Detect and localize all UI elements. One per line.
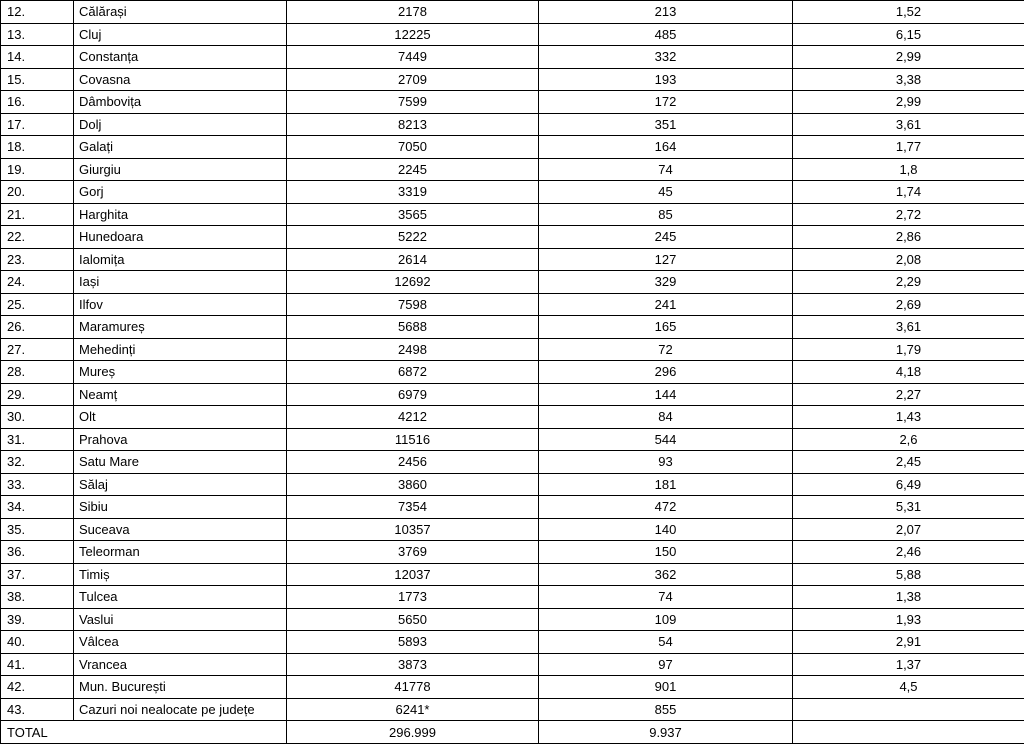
county-name-cell: Iași (74, 271, 287, 294)
table-row (1, 68, 1024, 91)
rate-cell: 1,43 (793, 406, 1024, 429)
table-row (1, 563, 1024, 586)
table-row (1, 136, 1024, 159)
rate-cell: 2,07 (793, 518, 1024, 541)
rate-cell: 2,46 (793, 541, 1024, 564)
cases-cell: 12692 (287, 271, 539, 294)
new-cases-cell: 144 (539, 383, 793, 406)
county-name-cell: Sălaj (74, 473, 287, 496)
county-name-cell: Sibiu (74, 496, 287, 519)
row-number-cell: 21. (1, 203, 74, 226)
new-cases-cell: 181 (539, 473, 793, 496)
rate-cell: 2,99 (793, 46, 1024, 69)
row-number-cell: 30. (1, 406, 74, 429)
cases-cell: 2498 (287, 338, 539, 361)
cases-cell: 5222 (287, 226, 539, 249)
new-cases-cell: 74 (539, 586, 793, 609)
new-cases-cell: 245 (539, 226, 793, 249)
rate-cell: 1,37 (793, 653, 1024, 676)
county-name-cell: Mun. București (74, 676, 287, 699)
rate-cell: 2,99 (793, 91, 1024, 114)
row-number-cell: 27. (1, 338, 74, 361)
new-cases-cell: 472 (539, 496, 793, 519)
county-name-cell: Gorj (74, 181, 287, 204)
table-row (1, 203, 1024, 226)
row-number-cell: 18. (1, 136, 74, 159)
new-cases-cell: 165 (539, 316, 793, 339)
cases-cell: 12225 (287, 23, 539, 46)
new-cases-cell: 45 (539, 181, 793, 204)
table-row (1, 631, 1024, 654)
new-cases-cell: 140 (539, 518, 793, 541)
table-row (1, 653, 1024, 676)
rate-cell: 3,61 (793, 316, 1024, 339)
cases-cell: 6979 (287, 383, 539, 406)
table-row (1, 158, 1024, 181)
cases-cell: 3319 (287, 181, 539, 204)
row-number-cell: 38. (1, 586, 74, 609)
row-number-cell: 32. (1, 451, 74, 474)
row-number-cell: 28. (1, 361, 74, 384)
row-number-cell: 24. (1, 271, 74, 294)
new-cases-cell: 241 (539, 293, 793, 316)
rate-cell: 4,18 (793, 361, 1024, 384)
county-name-cell: Vaslui (74, 608, 287, 631)
new-cases-cell: 329 (539, 271, 793, 294)
row-number-cell: 35. (1, 518, 74, 541)
table-row (1, 496, 1024, 519)
new-cases-cell: 172 (539, 91, 793, 114)
total-rate-cell (793, 721, 1024, 744)
cases-cell: 5650 (287, 608, 539, 631)
cases-cell: 2456 (287, 451, 539, 474)
county-name-cell: Teleorman (74, 541, 287, 564)
new-cases-cell: 901 (539, 676, 793, 699)
county-name-cell: Dolj (74, 113, 287, 136)
table-row (1, 113, 1024, 136)
rate-cell: 6,49 (793, 473, 1024, 496)
rate-cell: 5,88 (793, 563, 1024, 586)
cases-cell: 2614 (287, 248, 539, 271)
cases-cell: 5893 (287, 631, 539, 654)
row-number-cell: 15. (1, 68, 74, 91)
new-cases-cell: 84 (539, 406, 793, 429)
new-cases-cell: 164 (539, 136, 793, 159)
rate-cell: 3,61 (793, 113, 1024, 136)
cases-cell: 7599 (287, 91, 539, 114)
new-cases-cell: 351 (539, 113, 793, 136)
row-number-cell: 17. (1, 113, 74, 136)
row-number-cell: 14. (1, 46, 74, 69)
cases-cell: 4212 (287, 406, 539, 429)
rate-cell: 1,8 (793, 158, 1024, 181)
county-name-cell: Constanța (74, 46, 287, 69)
county-name-cell: Olt (74, 406, 287, 429)
table-row (1, 23, 1024, 46)
total-new-cases-cell: 9.937 (539, 721, 793, 744)
row-number-cell: 20. (1, 181, 74, 204)
row-number-cell: 25. (1, 293, 74, 316)
new-cases-cell: 855 (539, 698, 793, 721)
county-name-cell: Călărași (74, 1, 287, 24)
table-row (1, 406, 1024, 429)
table-row (1, 271, 1024, 294)
county-name-cell: Prahova (74, 428, 287, 451)
row-number-cell: 39. (1, 608, 74, 631)
table-row (1, 428, 1024, 451)
rate-cell: 2,27 (793, 383, 1024, 406)
row-number-cell: 42. (1, 676, 74, 699)
county-name-cell: Vâlcea (74, 631, 287, 654)
cases-cell: 11516 (287, 428, 539, 451)
rate-cell: 2,29 (793, 271, 1024, 294)
row-number-cell: 43. (1, 698, 74, 721)
new-cases-cell: 72 (539, 338, 793, 361)
county-name-cell: Neamț (74, 383, 287, 406)
row-number-cell: 33. (1, 473, 74, 496)
rate-cell: 1,93 (793, 608, 1024, 631)
rate-cell: 2,45 (793, 451, 1024, 474)
county-name-cell: Vrancea (74, 653, 287, 676)
new-cases-cell: 74 (539, 158, 793, 181)
rate-cell: 1,38 (793, 586, 1024, 609)
row-number-cell: 13. (1, 23, 74, 46)
rate-cell: 2,91 (793, 631, 1024, 654)
total-row (1, 721, 1024, 744)
table-row (1, 248, 1024, 271)
cases-cell: 10357 (287, 518, 539, 541)
table-row (1, 361, 1024, 384)
rate-cell: 1,79 (793, 338, 1024, 361)
rate-cell (793, 698, 1024, 721)
table-row (1, 46, 1024, 69)
table-row (1, 1, 1024, 24)
county-name-cell: Giurgiu (74, 158, 287, 181)
row-number-cell: 40. (1, 631, 74, 654)
new-cases-cell: 150 (539, 541, 793, 564)
rate-cell: 1,74 (793, 181, 1024, 204)
table-row (1, 338, 1024, 361)
table-body (1, 1, 1024, 744)
new-cases-cell: 85 (539, 203, 793, 226)
new-cases-cell: 296 (539, 361, 793, 384)
cases-cell: 8213 (287, 113, 539, 136)
table-row (1, 541, 1024, 564)
county-name-cell: Maramureș (74, 316, 287, 339)
total-cases-cell: 296.999 (287, 721, 539, 744)
cases-cell: 7598 (287, 293, 539, 316)
new-cases-cell: 193 (539, 68, 793, 91)
county-name-cell: Satu Mare (74, 451, 287, 474)
cases-cell: 2245 (287, 158, 539, 181)
table-row (1, 91, 1024, 114)
county-name-cell: Dâmbovița (74, 91, 287, 114)
rate-cell: 2,69 (793, 293, 1024, 316)
table-row (1, 473, 1024, 496)
cases-cell: 1773 (287, 586, 539, 609)
county-name-cell: Galați (74, 136, 287, 159)
cases-cell: 6872 (287, 361, 539, 384)
total-label-cell: TOTAL (1, 721, 287, 744)
rate-cell: 6,15 (793, 23, 1024, 46)
cases-cell: 3860 (287, 473, 539, 496)
row-number-cell: 26. (1, 316, 74, 339)
county-name-cell: Harghita (74, 203, 287, 226)
new-cases-cell: 54 (539, 631, 793, 654)
cases-cell: 2178 (287, 1, 539, 24)
county-name-cell: Suceava (74, 518, 287, 541)
table-row (1, 451, 1024, 474)
cases-cell: 41778 (287, 676, 539, 699)
new-cases-cell: 109 (539, 608, 793, 631)
table-row (1, 518, 1024, 541)
rate-cell: 5,31 (793, 496, 1024, 519)
new-cases-cell: 485 (539, 23, 793, 46)
row-number-cell: 34. (1, 496, 74, 519)
cases-cell: 7050 (287, 136, 539, 159)
new-cases-cell: 93 (539, 451, 793, 474)
county-name-cell: Hunedoara (74, 226, 287, 249)
rate-cell: 2,08 (793, 248, 1024, 271)
county-name-cell: Ilfov (74, 293, 287, 316)
table-row (1, 608, 1024, 631)
row-number-cell: 12. (1, 1, 74, 24)
cases-cell: 3565 (287, 203, 539, 226)
county-name-cell: Tulcea (74, 586, 287, 609)
row-number-cell: 41. (1, 653, 74, 676)
table-row (1, 181, 1024, 204)
row-number-cell: 37. (1, 563, 74, 586)
cases-cell: 6241* (287, 698, 539, 721)
cases-cell: 12037 (287, 563, 539, 586)
rate-cell: 1,52 (793, 1, 1024, 24)
rate-cell: 2,72 (793, 203, 1024, 226)
table-row (1, 698, 1024, 721)
county-name-cell: Timiș (74, 563, 287, 586)
row-number-cell: 16. (1, 91, 74, 114)
new-cases-cell: 544 (539, 428, 793, 451)
cases-cell: 7449 (287, 46, 539, 69)
new-cases-cell: 332 (539, 46, 793, 69)
cases-cell: 5688 (287, 316, 539, 339)
row-number-cell: 22. (1, 226, 74, 249)
county-name-cell: Cluj (74, 23, 287, 46)
table-row (1, 586, 1024, 609)
row-number-cell: 23. (1, 248, 74, 271)
county-name-cell: Covasna (74, 68, 287, 91)
row-number-cell: 29. (1, 383, 74, 406)
rate-cell: 3,38 (793, 68, 1024, 91)
table-row (1, 226, 1024, 249)
table-row (1, 293, 1024, 316)
county-name-cell: Mureș (74, 361, 287, 384)
new-cases-cell: 362 (539, 563, 793, 586)
rate-cell: 4,5 (793, 676, 1024, 699)
cases-cell: 2709 (287, 68, 539, 91)
row-number-cell: 31. (1, 428, 74, 451)
table-row (1, 383, 1024, 406)
rate-cell: 2,6 (793, 428, 1024, 451)
new-cases-cell: 127 (539, 248, 793, 271)
new-cases-cell: 213 (539, 1, 793, 24)
county-name-cell: Cazuri noi nealocate pe județe (74, 698, 287, 721)
table-row (1, 316, 1024, 339)
cases-cell: 3873 (287, 653, 539, 676)
table-row (1, 676, 1024, 699)
rate-cell: 2,86 (793, 226, 1024, 249)
row-number-cell: 19. (1, 158, 74, 181)
rate-cell: 1,77 (793, 136, 1024, 159)
county-name-cell: Ialomița (74, 248, 287, 271)
row-number-cell: 36. (1, 541, 74, 564)
county-name-cell: Mehedinți (74, 338, 287, 361)
new-cases-cell: 97 (539, 653, 793, 676)
cases-cell: 3769 (287, 541, 539, 564)
cases-cell: 7354 (287, 496, 539, 519)
